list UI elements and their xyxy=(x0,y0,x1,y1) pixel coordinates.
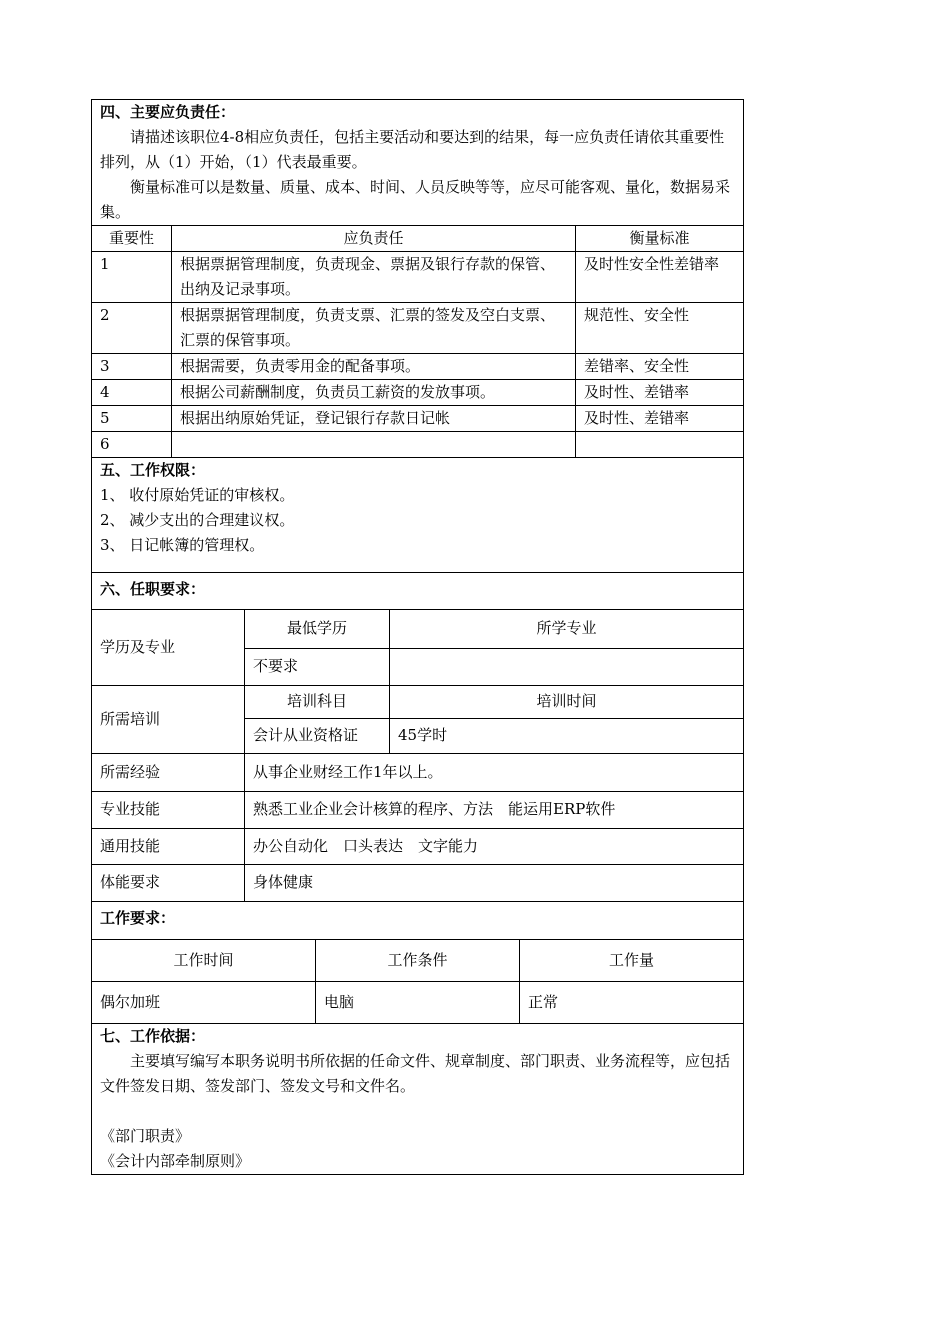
row-standard: 及时性安全性差错率 xyxy=(576,252,744,303)
table-row xyxy=(92,252,744,303)
training-header-row xyxy=(92,685,744,718)
workload-value: 正常 xyxy=(520,982,744,1024)
row-standard: 规范性、安全性 xyxy=(576,303,744,354)
physical-value: 身体健康 xyxy=(245,864,744,901)
education-min-value: 不要求 xyxy=(245,648,390,685)
section-6-title: 六、任职要求： xyxy=(100,580,206,598)
pro-skills-label: 专业技能 xyxy=(92,791,245,828)
row-number: 2 xyxy=(92,303,172,354)
row-number: 5 xyxy=(92,406,172,432)
training-time-value: 45学时 xyxy=(390,718,744,753)
section-7-para: 主要填写编写本职务说明书所依据的任命文件、规章制度、部门职责、业务流程等，应包括文件签发日期、签发部门、签发文号和文件名。 xyxy=(100,1052,731,1095)
pro-skills-row xyxy=(92,791,744,828)
header-standard: 衡量标准 xyxy=(576,226,744,252)
basis-document: 《会计内部牵制原则》 xyxy=(100,1152,251,1170)
training-col-subject: 培训科目 xyxy=(245,685,390,718)
section-5 xyxy=(91,458,744,573)
general-skills-value: 办公自动化 口头表达 文字能力 xyxy=(245,828,744,864)
work-req-header-row xyxy=(92,940,744,982)
responsibilities-table xyxy=(91,226,744,458)
experience-row xyxy=(92,753,744,791)
general-skills-label: 通用技能 xyxy=(92,828,245,864)
header-importance: 重要性 xyxy=(92,226,172,252)
row-standard xyxy=(576,432,744,458)
row-standard: 差错率、安全性 xyxy=(576,354,744,380)
general-skills-row xyxy=(92,828,744,864)
row-number: 6 xyxy=(92,432,172,458)
education-col-major: 所学专业 xyxy=(390,610,744,648)
table-row xyxy=(92,380,744,406)
section-4-title: 四、主要应负责任： xyxy=(100,103,236,121)
authority-item: 2、 减少支出的合理建议权。 xyxy=(100,511,295,529)
row-number: 4 xyxy=(92,380,172,406)
table-row xyxy=(92,303,744,354)
experience-value: 从事企业财经工作1年以上。 xyxy=(245,753,744,791)
education-col-min: 最低学历 xyxy=(245,610,390,648)
basis-document: 《部门职责》 xyxy=(100,1127,191,1145)
work-condition-header: 工作条件 xyxy=(316,940,520,982)
row-duty: 根据需要，负责零用金的配备事项。 xyxy=(172,354,576,380)
section-6 xyxy=(91,573,744,610)
training-label: 所需培训 xyxy=(92,685,245,753)
table-row xyxy=(92,406,744,432)
section-4-para-2: 衡量标准可以是数量、质量、成本、时间、人员反映等等，应尽可能客观、量化，数据易采集。 xyxy=(100,178,731,221)
physical-row xyxy=(92,864,744,901)
row-duty: 根据票据管理制度，负责支票、汇票的签发及空白支票、汇票的保管事项。 xyxy=(172,303,576,354)
workload-header: 工作量 xyxy=(520,940,744,982)
row-number: 3 xyxy=(92,354,172,380)
table-row xyxy=(92,432,744,458)
blank-line xyxy=(100,1099,735,1124)
row-duty: 根据出纳原始凭证，登记银行存款日记帐 xyxy=(172,406,576,432)
row-standard: 及时性、差错率 xyxy=(576,380,744,406)
row-duty xyxy=(172,432,576,458)
work-time-header: 工作时间 xyxy=(92,940,316,982)
physical-label: 体能要求 xyxy=(92,864,245,901)
education-header-row xyxy=(92,610,744,648)
authority-item: 1、 收付原始凭证的审核权。 xyxy=(100,486,295,504)
section-7 xyxy=(91,1024,744,1175)
job-description-document xyxy=(91,99,744,1175)
row-duty: 根据公司薪酬制度，负责员工薪资的发放事项。 xyxy=(172,380,576,406)
training-col-time: 培训时间 xyxy=(390,685,744,718)
qualifications-table xyxy=(91,610,744,902)
work-requirements-title: 工作要求： xyxy=(100,908,176,927)
section-5-title: 五、工作权限： xyxy=(100,461,206,479)
work-requirements xyxy=(91,902,744,940)
pro-skills-value: 熟悉工业企业会计核算的程序、方法 能运用ERP软件 xyxy=(245,791,744,828)
row-duty: 根据票据管理制度，负责现金、票据及银行存款的保管、出纳及记录事项。 xyxy=(172,252,576,303)
work-time-value: 偶尔加班 xyxy=(92,982,316,1024)
education-label: 学历及专业 xyxy=(92,610,245,685)
experience-label: 所需经验 xyxy=(92,753,245,791)
row-standard: 及时性、差错率 xyxy=(576,406,744,432)
section-7-title: 七、工作依据： xyxy=(100,1027,206,1045)
section-4-para-1: 请描述该职位4-8相应负责任，包括主要活动和要达到的结果，每一应负责任请依其重要性排列，从（1）开始，（1）代表最重要。 xyxy=(100,128,725,171)
authority-item: 3、 日记帐簿的管理权。 xyxy=(100,536,265,554)
header-duty: 应负责任 xyxy=(172,226,576,252)
row-number: 1 xyxy=(92,252,172,303)
table-row xyxy=(92,354,744,380)
work-requirements-table xyxy=(91,940,744,1025)
training-subject-value: 会计从业资格证 xyxy=(245,718,390,753)
section-4-intro xyxy=(91,99,744,226)
work-condition-value: 电脑 xyxy=(316,982,520,1024)
work-req-value-row xyxy=(92,982,744,1024)
responsibilities-header-row xyxy=(92,226,744,252)
education-major-value xyxy=(390,648,744,685)
